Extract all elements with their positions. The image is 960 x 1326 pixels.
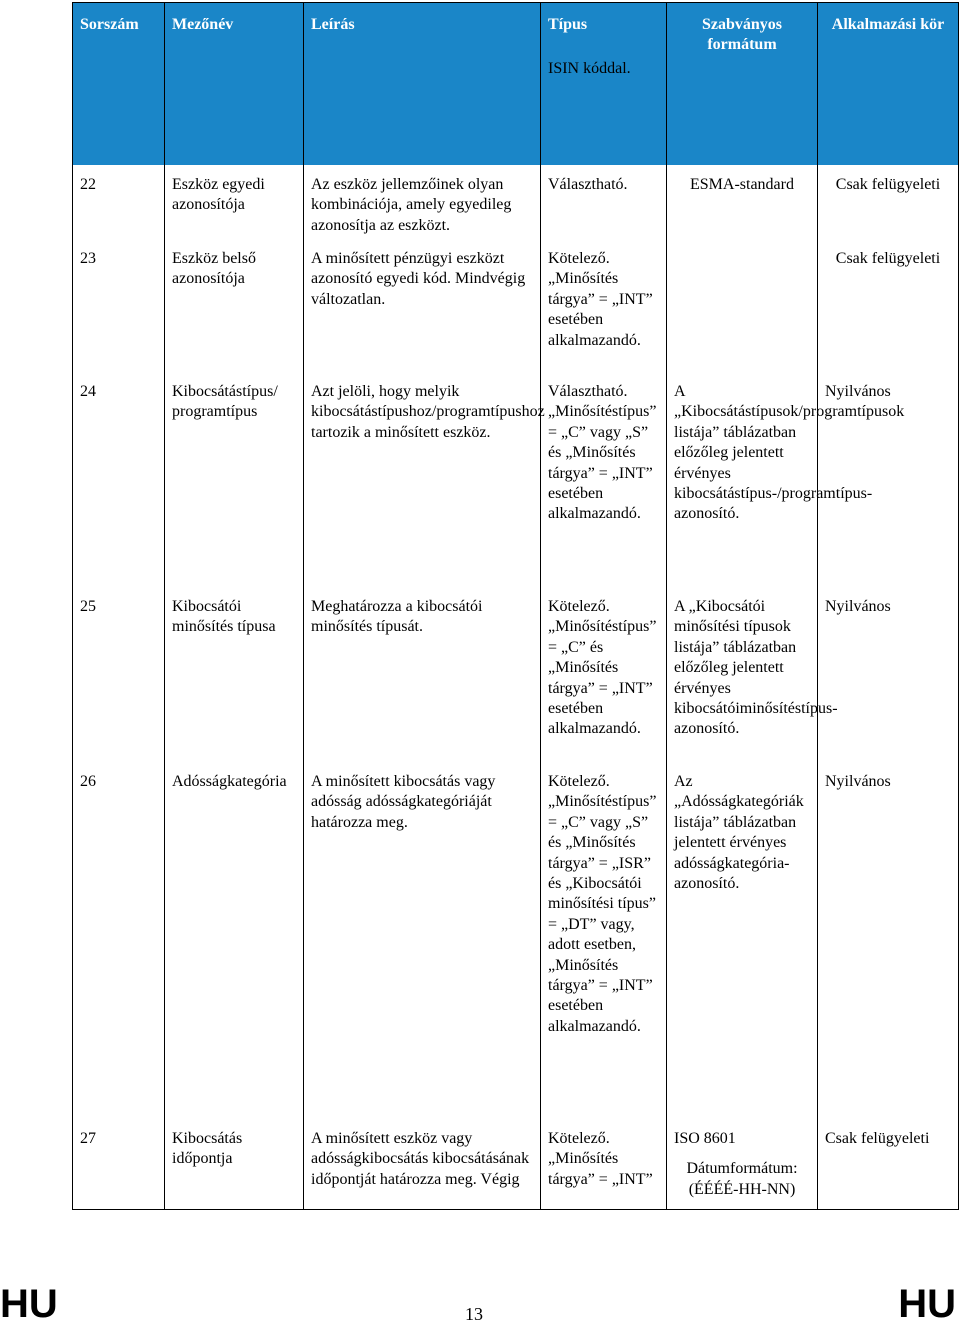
table-row [73,1121,959,1209]
table-row [73,165,959,241]
specification-table [72,2,959,1210]
row-scope: Csak felügyeleti [818,165,959,241]
table-row [73,589,959,764]
row-format: A „Kibocsátástípusok/programtípusok listája” táblázatban előzőleg jelentett érvényes kibocsátástípus-/programtípus-azonosító. [667,374,818,589]
row-description: A minősített eszköz vagy adósságkibocsátás kibocsátásának időpontját határozza meg. Végig [304,1121,541,1209]
header-tipus: Típus [548,16,588,33]
row-number: 25 [73,589,165,764]
footer-language-right: HU [898,1282,956,1326]
header-leiras: Leírás [304,3,541,166]
page-number: 13 [465,1304,483,1324]
row-name: Kibocsátástípus/ programtípus [165,374,304,589]
row-scope: Nyilvános [818,374,959,589]
footer-language-left: HU [0,1282,58,1326]
row-description: A minősített kibocsátás vagy adósság adósságkategóriáját határozza meg. [304,764,541,1121]
row-scope: Csak felügyeleti [818,241,959,374]
row-format: A „Kibocsátói minősítési típusok listája” táblázatban előzőleg jelentett érvényes kibocsátóiminősítéstípus-azonosító. [667,589,818,764]
row-format: ESMA-standard [667,165,818,241]
row-type: Választható. „Minősítéstípus” = „C” vagy „S” és „Minősítés tárgya” = „INT” esetében alkalmazandó. [541,374,667,589]
row-scope: Nyilvános [818,764,959,1121]
row-name: Eszköz belső azonosítója [165,241,304,374]
row-type: Kötelező. „Minősítés tárgya” = „INT” [541,1121,667,1209]
row-number: 24 [73,374,165,589]
row-number: 23 [73,241,165,374]
row-format-cell [667,1121,818,1209]
table-row [73,764,959,1121]
row-description: Azt jelöli, hogy melyik kibocsátástípushoz/programtípushoz tartozik a minősített eszköz. [304,374,541,589]
row-name: Kibocsátás időpontja [165,1121,304,1209]
row-format-date: Dátumformátum: (ÉÉÉÉ-HH-NN) [686,1160,798,1198]
table-header-row [73,3,959,166]
row-format: Az „Adósságkategóriák listája” táblázatban jelentett érvényes adósságkategória-azonosító. [667,764,818,1121]
row-description: Meghatározza a kibocsátói minősítés típusát. [304,589,541,764]
row-type: Kötelező. „Minősítéstípus” = „C” és „Minősítés tárgya” = „INT” esetében alkalmazandó. [541,589,667,764]
table-row [73,241,959,374]
row-format [667,241,818,374]
header-tipus-cell [541,3,667,166]
row-description: A minősített pénzügyi eszközt azonosító egyedi kód. Mindvégig változatlan. [304,241,541,374]
row-name: Kibocsátói minősítés típusa [165,589,304,764]
row-scope: Csak felügyeleti [818,1121,959,1209]
row-number: 27 [73,1121,165,1209]
header-alkalmazasi: Alkalmazási kör [818,3,959,166]
row-name: Adósságkategória [165,764,304,1121]
row-type: Kötelező. „Minősítés tárgya” = „INT” esetében alkalmazandó. [541,241,667,374]
row-name: Eszköz egyedi azonosítója [165,165,304,241]
row-number: 22 [73,165,165,241]
tipus-continuation: ISIN kóddal. [548,60,631,78]
row-type: Választható. [541,165,667,241]
row-scope: Nyilvános [818,589,959,764]
header-szabvanyos: Szabványos formátum [667,3,818,166]
table-row [73,374,959,589]
row-number: 26 [73,764,165,1121]
row-format: ISO 8601 [674,1130,736,1147]
header-sorszam: Sorszám [73,3,165,166]
row-type: Kötelező. „Minősítéstípus” = „C” vagy „S” és „Minősítés tárgya” = „ISR” és „Kibocsátói minősítési típus” = „DT” vagy, adott esetben, „Minősítés tárgya” = „INT” esetében alkalmazandó. [541,764,667,1121]
header-mezonev: Mezőnév [165,3,304,166]
row-description: Az eszköz jellemzőinek olyan kombinációja, amely egyedileg azonosítja az eszközt. [304,165,541,241]
